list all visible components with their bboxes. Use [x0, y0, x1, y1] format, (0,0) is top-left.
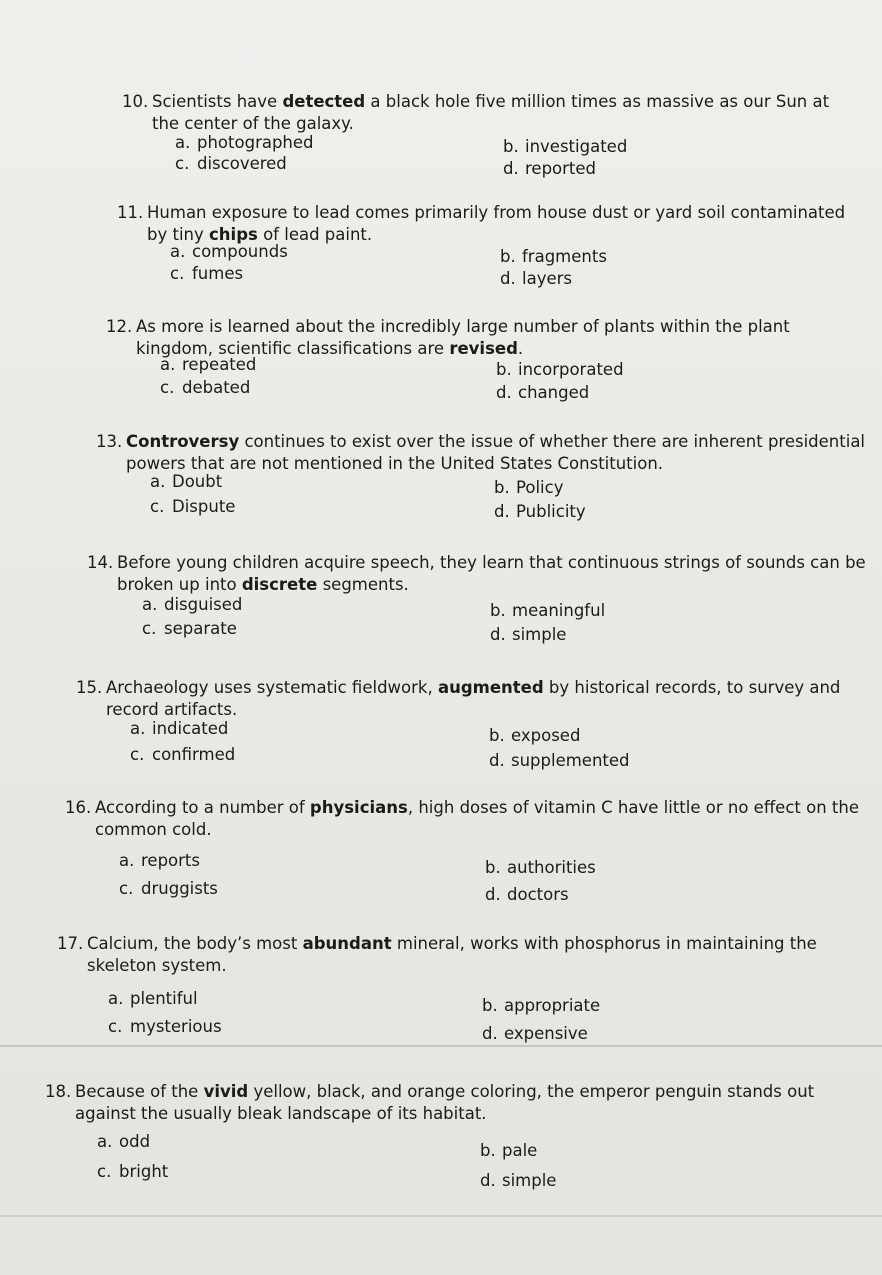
- question-number: 14.: [87, 553, 114, 572]
- option-a: a. Doubt: [150, 472, 223, 491]
- key-word: detected: [282, 92, 366, 111]
- question-13-stem: 13. Controversy continues to exist over the issue of whether there are inherent presidential powers that are not mentioned in the United States Constitution.: [96, 432, 866, 473]
- question-15-stem: 15. Archaeology uses systematic fieldwork, augmented by historical records, to survey and record artifacts.: [76, 678, 841, 719]
- option-d: d. supplemented: [489, 751, 630, 770]
- paper-fold-line: [0, 1045, 882, 1047]
- question-16-stem: 16. According to a number of physicians, high doses of vitamin C have little or no effect on the common cold.: [65, 798, 859, 839]
- question-stem: 10. Scientists have detected a black hole five million times as massive as our Sun at the center of the galaxy.: [122, 92, 830, 133]
- key-word: discrete: [241, 575, 318, 594]
- question-18-stem: 18. Because of the vivid yellow, black, and orange coloring, the emperor penguin stands out against the usually bleak landscape of its habitat.: [45, 1082, 815, 1123]
- key-word: abundant: [302, 934, 392, 953]
- option-a: a. indicated: [130, 719, 229, 738]
- question-17-stem: 17. Calcium, the body’s most abundant mineral, works with phosphorus in maintaining the skeleton system.: [57, 934, 817, 975]
- question-12-stem: 12. As more is learned about the incredibly large number of plants within the plant kingdom, scientific classifications are revised.: [106, 317, 790, 358]
- question-number: 12.: [106, 317, 133, 336]
- question-number: 16.: [65, 798, 92, 817]
- option-a: a. repeated: [160, 355, 257, 374]
- option-a: a. odd: [97, 1132, 151, 1151]
- option-d: d. Publicity: [494, 502, 586, 521]
- option-d: d. doctors: [485, 885, 569, 904]
- option-c: c. confirmed: [130, 745, 236, 764]
- question-number: 18.: [45, 1082, 72, 1101]
- question-11-stem: 11. Human exposure to lead comes primarily from house dust or yard soil contaminated by tiny chips of lead paint.: [117, 203, 846, 244]
- question-number: 10.: [122, 92, 149, 111]
- option-a: a. disguised: [142, 595, 243, 614]
- question-number: 15.: [76, 678, 103, 697]
- option-b: b. authorities: [485, 858, 596, 877]
- option-a: a. photographed: [175, 133, 314, 152]
- option-c: c. fumes: [170, 264, 244, 283]
- option-d: d. layers: [500, 269, 572, 288]
- option-d: d. changed: [496, 383, 590, 402]
- option-a: a. reports: [119, 851, 200, 870]
- option-a: a. plentiful: [108, 989, 198, 1008]
- option-b: b. meaningful: [490, 601, 606, 620]
- option-b: b. investigated: [503, 137, 628, 156]
- option-c: c. druggists: [119, 879, 218, 898]
- option-c: c. debated: [160, 378, 251, 397]
- question-number: 13.: [96, 432, 123, 451]
- option-b: b. pale: [480, 1141, 538, 1160]
- option-d: d. simple: [490, 625, 567, 644]
- question-14-stem: 14. Before young children acquire speech, they learn that continuous strings of sounds can be broken up into discrete segments.: [87, 553, 866, 594]
- option-a: a. compounds: [170, 242, 288, 261]
- option-c: c. mysterious: [108, 1017, 222, 1036]
- paper-fold-line: [0, 1215, 882, 1217]
- option-b: b. fragments: [500, 247, 607, 266]
- option-b: b. incorporated: [496, 360, 624, 379]
- key-word: physicians: [309, 798, 408, 817]
- option-b: b. appropriate: [482, 996, 601, 1015]
- option-c: c. Dispute: [150, 497, 236, 516]
- option-b: b. Policy: [494, 478, 564, 497]
- option-b: b. exposed: [489, 726, 581, 745]
- question-10: [0, 0, 882, 133]
- key-word: chips: [209, 225, 258, 244]
- option-d: d. simple: [480, 1171, 557, 1190]
- option-d: d. expensive: [482, 1024, 588, 1043]
- question-number: 11.: [117, 203, 144, 222]
- option-c: c. discovered: [175, 154, 287, 173]
- option-c: c. separate: [142, 619, 237, 638]
- key-word: vivid: [203, 1082, 249, 1101]
- key-word: revised: [449, 339, 518, 358]
- key-word: augmented: [437, 678, 544, 697]
- option-c: c. bright: [97, 1162, 169, 1181]
- key-word: Controversy: [126, 432, 240, 451]
- question-number: 17.: [57, 934, 84, 953]
- option-d: d. reported: [503, 159, 597, 178]
